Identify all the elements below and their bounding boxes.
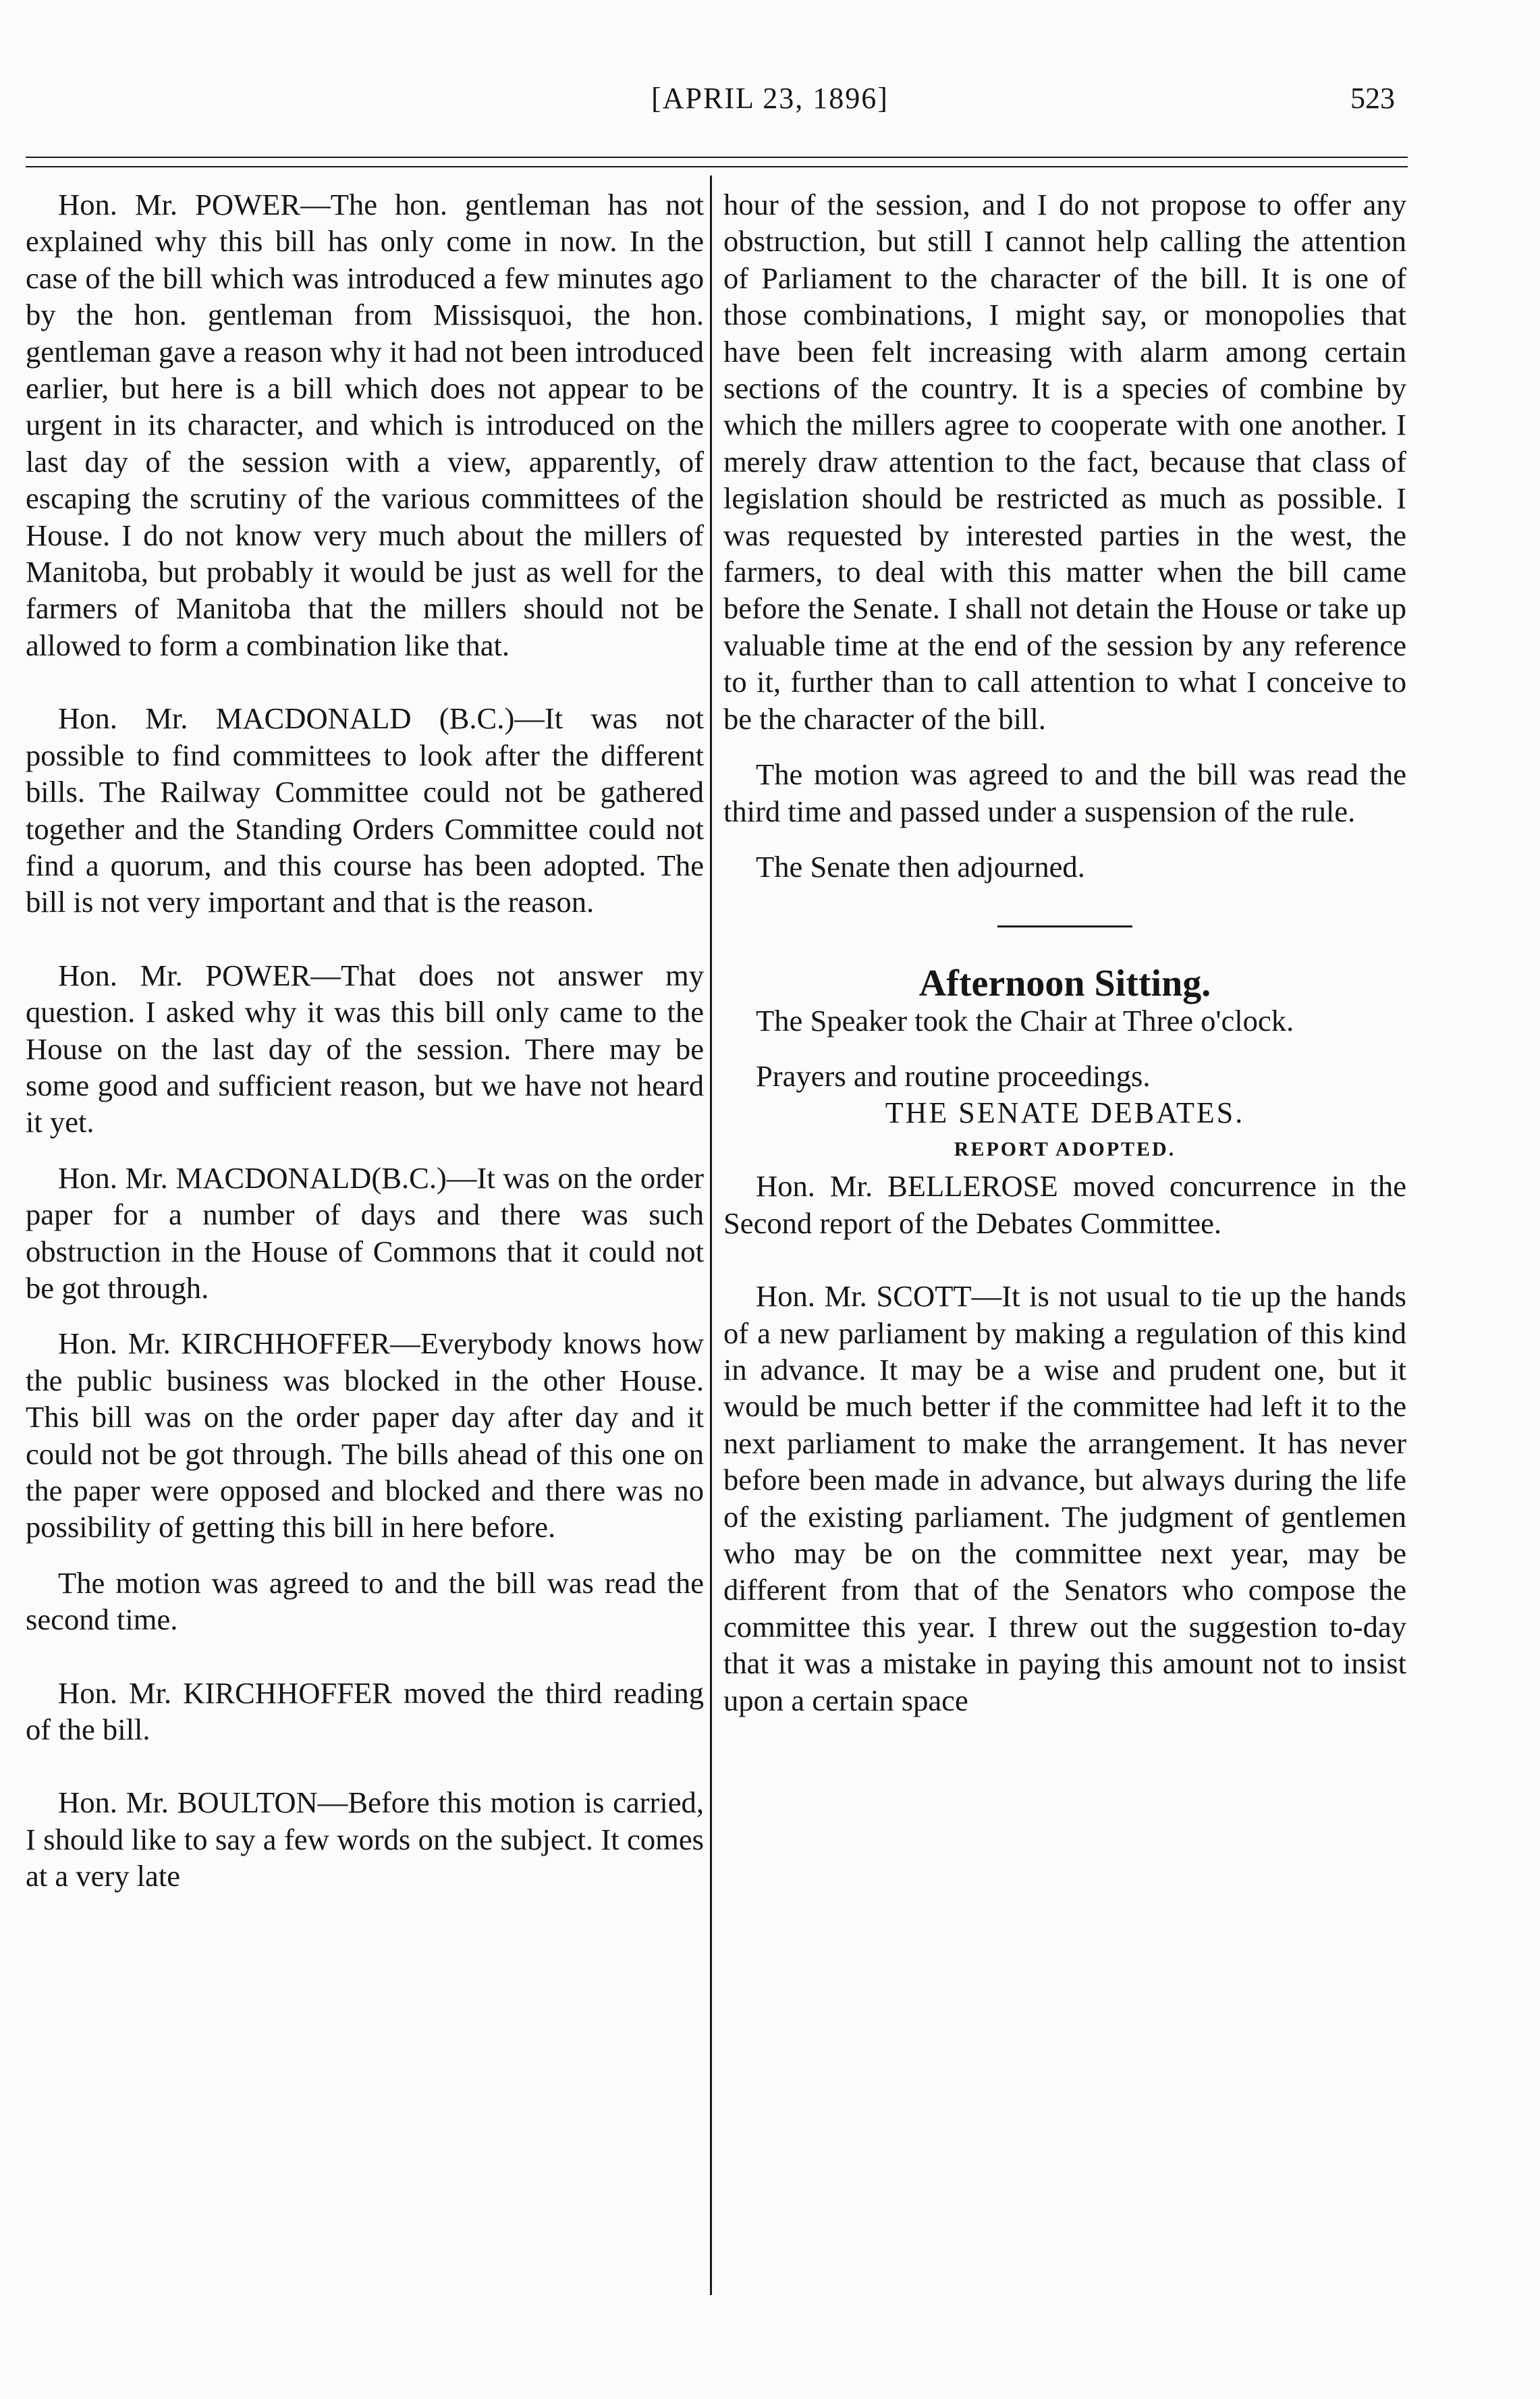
paragraph-bellerose: Hon. Mr. BELLEROSE moved concurrence in the Second report of the Debates Committee.: [723, 1169, 1406, 1240]
section-heading: Afternoon Sitting.: [918, 963, 1211, 1005]
section-divider: [997, 925, 1132, 927]
paragraph-boulton-continued: hour of the session, and I do not propose to offer any obstruction, but still I cannot help calling the attention of Parliament to the character of the bill. It is one of those combinations, I might say, or monopolies that have been felt increasing with alarm among certain sections of the country. It is a species of combine by which the millers agree to cooperate with one another. I merely draw attention to the fact, because that class of legislation should be restricted as much as possible. I was requested by interested parties in the west, the farmers, to deal with this matter when the bill came before the Senate. I shall not detain the House or take up valuable time at the end of the session by any reference to it, further than to call attention to what I conceive to be the character of the bill.: [723, 188, 1406, 736]
paragraph-prayers: Prayers and routine proceedings.: [756, 1059, 1151, 1094]
page-header: [0, 81, 1540, 135]
paragraph-scott: Hon. Mr. SCOTT—It is not usual to tie up the hands of a new parliament by making a regulation of this kind in advance. It may be a wise and prudent one, but it would be much better if the committee had left it to the next parliament to make the arrangement. It has never before been made in advance, but always during the life of the existing parliament. The judgment of gentlemen who may be on the committee next year, may be different from that of the Senators who compose the committee this year. I threw out the suggestion to-day that it was a mistake in paying this amount not to insist upon a certain space: [723, 1279, 1406, 1717]
header-rule-top: [26, 157, 1408, 158]
paragraph-kirchhoffer-1: Hon. Mr. KIRCHHOFFER—Everybody knows how the public business was blocked in the other House. This bill was on the order paper day after day and it could not be got through. The bills ahead of this one on the paper were opposed and blocked and there was no possibility of getting this bill in here before.: [26, 1326, 704, 1544]
paragraph-adjourned: The Senate then adjourned.: [756, 849, 1085, 884]
paragraph-macdonald-1: Hon. Mr. MACDONALD (B.C.)—It was not possible to find committees to look after the different bills. The Railway Committee could not be gathered together and the Standing Orders Committee could not find a quorum, and this course has been adopted. The bill is not very important and that is the reason.: [26, 701, 704, 919]
running-head: [APRIL 23, 1896]: [651, 82, 889, 115]
paragraph-power-1: Hon. Mr. POWER—The hon. gentleman has not explained why this bill has only come in now. In the case of the bill which was introduced a few minutes ago by the hon. gentleman from Missisquoi, the hon. gentleman gave a reason why it had not been introduced earlier, but here is a bill which does not appear to be urgent in its character, and which is introduced on the last day of the session with a view, apparently, of escaping the scrutiny of the various committees of the House. I do not know very much about the millers of Manitoba, but probably it would be just as well for the farmers of Manitoba that the millers should not be allowed to form a combination like that.: [26, 188, 704, 662]
left-column: [26, 186, 704, 1895]
paragraph-speaker: The Speaker took the Chair at Three o'clock.: [756, 1003, 1294, 1037]
paragraph-power-2: Hon. Mr. POWER—That does not answer my question. I asked why it was this bill only came to the House on the last day of the session. There may be some good and sufficient reason, but we have not heard it yet.: [26, 958, 704, 1139]
right-column: [723, 186, 1406, 1719]
paragraph-boulton: Hon. Mr. BOULTON—Before this motion is carried, I should like to say a few words on the subject. It comes at a very late: [26, 1785, 704, 1893]
page-number: 523: [1350, 82, 1395, 115]
sub-heading: THE SENATE DEBATES.: [885, 1096, 1245, 1129]
report-heading: REPORT ADOPTED.: [954, 1137, 1176, 1160]
header-rule-bottom: [26, 166, 1408, 167]
paragraph-second-reading: The motion was agreed to and the bill was read the second time.: [26, 1565, 704, 1637]
paragraph-kirchhoffer-moved: Hon. Mr. KIRCHHOFFER moved the third reading of the bill.: [26, 1675, 704, 1747]
column-divider: [710, 176, 712, 2295]
paragraph-macdonald-2: Hon. Mr. MACDONALD(B.C.)—It was on the order paper for a number of days and there was such obstruction in the House of Commons that it could not be got through.: [26, 1160, 704, 1305]
paragraph-third-reading: The motion was agreed to and the bill was read the third time and passed under a suspension of the rule.: [723, 757, 1406, 828]
